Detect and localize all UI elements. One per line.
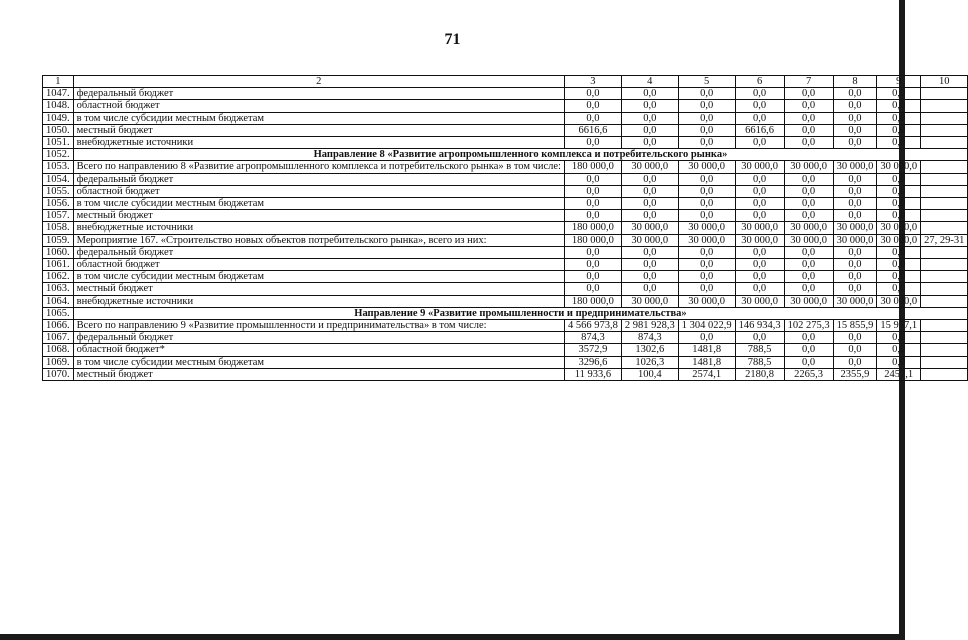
row-description: в том числе субсидии местным бюджетам	[73, 198, 564, 210]
value-cell: 0,0	[877, 283, 921, 295]
column-header: 2	[73, 76, 564, 88]
row-number: 1060.	[43, 246, 74, 258]
value-cell: 0,0	[678, 100, 735, 112]
note-cell	[921, 259, 968, 271]
value-cell: 0,0	[784, 332, 833, 344]
note-cell	[921, 368, 968, 380]
value-cell: 0,0	[735, 283, 784, 295]
value-cell: 0,0	[877, 112, 921, 124]
value-cell: 0,0	[784, 88, 833, 100]
table-row	[43, 234, 968, 246]
row-description: в том числе субсидии местным бюджетам	[73, 271, 564, 283]
note-cell	[921, 124, 968, 136]
value-cell: 2180,8	[735, 368, 784, 380]
table-row	[43, 356, 968, 368]
value-cell: 30 000,0	[784, 222, 833, 234]
value-cell: 2457,1	[877, 368, 921, 380]
value-cell: 30 000,0	[678, 161, 735, 173]
row-number: 1065.	[43, 307, 74, 319]
note-cell	[921, 210, 968, 222]
value-cell: 0,0	[621, 137, 678, 149]
column-header: 8	[833, 76, 877, 88]
value-cell: 0,0	[833, 124, 877, 136]
value-cell: 0,0	[784, 283, 833, 295]
value-cell: 100,4	[621, 368, 678, 380]
value-cell: 0,0	[621, 198, 678, 210]
table-row	[43, 124, 968, 136]
value-cell: 0,0	[784, 210, 833, 222]
scan-edge-bottom	[0, 634, 905, 640]
value-cell: 0,0	[877, 185, 921, 197]
value-cell: 0,0	[678, 88, 735, 100]
table-row	[43, 137, 968, 149]
note-cell: 27, 29-31	[921, 234, 968, 246]
table-row	[43, 210, 968, 222]
value-cell: 2355,9	[833, 368, 877, 380]
value-cell: 0,0	[621, 283, 678, 295]
value-cell: 0,0	[784, 198, 833, 210]
value-cell: 30 000,0	[678, 295, 735, 307]
row-number: 1054.	[43, 173, 74, 185]
value-cell: 0,0	[833, 173, 877, 185]
row-description: Всего по направлению 8 «Развитие агропромышленного комплекса и потребительского рынка» в том числе:	[73, 161, 564, 173]
row-number: 1056.	[43, 198, 74, 210]
row-description: областной бюджет	[73, 100, 564, 112]
value-cell: 0,0	[621, 259, 678, 271]
note-cell	[921, 320, 968, 332]
table-row	[43, 198, 968, 210]
value-cell: 0,0	[833, 332, 877, 344]
row-number: 1052.	[43, 149, 74, 161]
value-cell: 0,0	[877, 173, 921, 185]
note-cell	[921, 283, 968, 295]
value-cell: 0,0	[564, 198, 621, 210]
value-cell: 0,0	[735, 112, 784, 124]
value-cell: 1481,8	[678, 356, 735, 368]
row-number: 1062.	[43, 271, 74, 283]
value-cell: 2265,3	[784, 368, 833, 380]
value-cell: 0,0	[564, 210, 621, 222]
table-row	[43, 246, 968, 258]
value-cell: 0,0	[564, 112, 621, 124]
row-number: 1059.	[43, 234, 74, 246]
row-description: Мероприятие 167. «Строительство новых объектов потребительского рынка», всего из них:	[73, 234, 564, 246]
note-cell	[921, 185, 968, 197]
table-row	[43, 112, 968, 124]
value-cell: 0,0	[877, 124, 921, 136]
row-number: 1063.	[43, 283, 74, 295]
value-cell: 30 000,0	[621, 161, 678, 173]
value-cell: 0,0	[735, 271, 784, 283]
value-cell: 0,0	[735, 100, 784, 112]
row-number: 1069.	[43, 356, 74, 368]
value-cell: 0,0	[833, 88, 877, 100]
value-cell: 30 000,0	[784, 295, 833, 307]
value-cell: 6616,6	[564, 124, 621, 136]
value-cell: 0,0	[678, 210, 735, 222]
value-cell: 0,0	[621, 112, 678, 124]
table-row	[43, 332, 968, 344]
column-header: 4	[621, 76, 678, 88]
note-cell	[921, 198, 968, 210]
value-cell: 180 000,0	[564, 234, 621, 246]
table-row	[43, 88, 968, 100]
table-row	[43, 283, 968, 295]
row-description: в том числе субсидии местным бюджетам	[73, 356, 564, 368]
value-cell: 0,0	[877, 198, 921, 210]
value-cell: 0,0	[735, 210, 784, 222]
value-cell: 15 855,9	[833, 320, 877, 332]
note-cell	[921, 173, 968, 185]
note-cell	[921, 356, 968, 368]
row-description: областной бюджет*	[73, 344, 564, 356]
value-cell: 2 981 928,3	[621, 320, 678, 332]
row-description: федеральный бюджет	[73, 246, 564, 258]
value-cell: 30 000,0	[678, 234, 735, 246]
value-cell: 0,0	[564, 88, 621, 100]
value-cell: 30 000,0	[877, 234, 921, 246]
value-cell: 0,0	[735, 198, 784, 210]
row-description: в том числе субсидии местным бюджетам	[73, 112, 564, 124]
row-description: областной бюджет	[73, 259, 564, 271]
value-cell: 0,0	[877, 356, 921, 368]
value-cell: 30 000,0	[877, 161, 921, 173]
table-row	[43, 173, 968, 185]
row-number: 1053.	[43, 161, 74, 173]
value-cell: 0,0	[678, 185, 735, 197]
row-description: местный бюджет	[73, 283, 564, 295]
table-body	[43, 76, 968, 381]
value-cell: 0,0	[678, 283, 735, 295]
value-cell: 0,0	[621, 271, 678, 283]
value-cell: 0,0	[833, 198, 877, 210]
value-cell: 0,0	[564, 137, 621, 149]
value-cell: 146 934,3	[735, 320, 784, 332]
note-cell	[921, 112, 968, 124]
value-cell: 0,0	[621, 88, 678, 100]
row-number: 1066.	[43, 320, 74, 332]
value-cell: 30 000,0	[678, 222, 735, 234]
value-cell: 0,0	[678, 112, 735, 124]
value-cell: 0,0	[564, 100, 621, 112]
header-row	[43, 76, 968, 88]
row-number: 1050.	[43, 124, 74, 136]
value-cell: 2574,1	[678, 368, 735, 380]
value-cell: 0,0	[877, 259, 921, 271]
table-row	[43, 344, 968, 356]
value-cell: 874,3	[621, 332, 678, 344]
value-cell: 0,0	[833, 100, 877, 112]
value-cell: 0,0	[784, 344, 833, 356]
value-cell: 0,0	[784, 100, 833, 112]
value-cell: 3572,9	[564, 344, 621, 356]
value-cell: 30 000,0	[833, 161, 877, 173]
value-cell: 6616,6	[735, 124, 784, 136]
value-cell: 0,0	[678, 137, 735, 149]
value-cell: 180 000,0	[564, 161, 621, 173]
value-cell: 30 000,0	[877, 295, 921, 307]
note-cell	[921, 271, 968, 283]
value-cell: 0,0	[833, 283, 877, 295]
value-cell: 0,0	[784, 173, 833, 185]
table-row	[43, 185, 968, 197]
row-number: 1057.	[43, 210, 74, 222]
value-cell: 0,0	[678, 124, 735, 136]
value-cell: 30 000,0	[621, 295, 678, 307]
value-cell: 30 000,0	[833, 222, 877, 234]
value-cell: 0,0	[735, 259, 784, 271]
row-number: 1064.	[43, 295, 74, 307]
value-cell: 0,0	[678, 246, 735, 258]
row-number: 1068.	[43, 344, 74, 356]
value-cell: 30 000,0	[784, 161, 833, 173]
value-cell: 0,0	[784, 356, 833, 368]
value-cell: 0,0	[735, 173, 784, 185]
value-cell: 30 000,0	[735, 222, 784, 234]
table-row	[43, 271, 968, 283]
row-description: федеральный бюджет	[73, 332, 564, 344]
value-cell: 180 000,0	[564, 295, 621, 307]
value-cell: 0,0	[621, 246, 678, 258]
row-number: 1055.	[43, 185, 74, 197]
value-cell: 30 000,0	[735, 295, 784, 307]
value-cell: 0,0	[735, 137, 784, 149]
section-title: Направление 9 «Развитие промышленности и предпринимательства»	[73, 307, 968, 319]
table-row	[43, 295, 968, 307]
column-header: 5	[678, 76, 735, 88]
value-cell: 30 000,0	[621, 222, 678, 234]
row-description: областной бюджет	[73, 185, 564, 197]
value-cell: 0,0	[564, 271, 621, 283]
value-cell: 0,0	[621, 124, 678, 136]
value-cell: 0,0	[784, 271, 833, 283]
value-cell: 0,0	[735, 332, 784, 344]
row-number: 1049.	[43, 112, 74, 124]
section-row	[43, 307, 968, 319]
value-cell: 1026,3	[621, 356, 678, 368]
value-cell: 15 957,1	[877, 320, 921, 332]
note-cell	[921, 222, 968, 234]
note-cell	[921, 295, 968, 307]
value-cell: 788,5	[735, 344, 784, 356]
value-cell: 0,0	[833, 246, 877, 258]
value-cell: 0,0	[678, 332, 735, 344]
value-cell: 0,0	[877, 137, 921, 149]
note-cell	[921, 332, 968, 344]
value-cell: 0,0	[621, 210, 678, 222]
value-cell: 30 000,0	[833, 295, 877, 307]
column-header: 1	[43, 76, 74, 88]
column-header: 10	[921, 76, 968, 88]
value-cell: 0,0	[564, 185, 621, 197]
value-cell: 3296,6	[564, 356, 621, 368]
column-header: 7	[784, 76, 833, 88]
value-cell: 180 000,0	[564, 222, 621, 234]
table-row	[43, 259, 968, 271]
section-row	[43, 149, 968, 161]
row-number: 1047.	[43, 88, 74, 100]
value-cell: 0,0	[678, 271, 735, 283]
note-cell	[921, 137, 968, 149]
value-cell: 0,0	[621, 185, 678, 197]
value-cell: 102 275,3	[784, 320, 833, 332]
value-cell: 0,0	[621, 173, 678, 185]
value-cell: 0,0	[564, 259, 621, 271]
value-cell: 0,0	[833, 344, 877, 356]
column-header: 9	[877, 76, 921, 88]
value-cell: 30 000,0	[735, 234, 784, 246]
value-cell: 0,0	[784, 185, 833, 197]
value-cell: 0,0	[621, 100, 678, 112]
row-description: внебюджетные источники	[73, 295, 564, 307]
value-cell: 4 566 973,8	[564, 320, 621, 332]
value-cell: 0,0	[833, 356, 877, 368]
value-cell: 0,0	[877, 100, 921, 112]
value-cell: 0,0	[784, 246, 833, 258]
section-title: Направление 8 «Развитие агропромышленного комплекса и потребительского рынка»	[73, 149, 968, 161]
value-cell: 0,0	[678, 173, 735, 185]
note-cell	[921, 161, 968, 173]
value-cell: 0,0	[564, 246, 621, 258]
value-cell: 0,0	[833, 112, 877, 124]
note-cell	[921, 344, 968, 356]
value-cell: 0,0	[564, 283, 621, 295]
value-cell: 0,0	[735, 88, 784, 100]
value-cell: 0,0	[877, 210, 921, 222]
row-number: 1058.	[43, 222, 74, 234]
value-cell: 0,0	[678, 198, 735, 210]
row-number: 1061.	[43, 259, 74, 271]
row-number: 1067.	[43, 332, 74, 344]
value-cell: 11 933,6	[564, 368, 621, 380]
value-cell: 30 000,0	[877, 222, 921, 234]
row-description: Всего по направлению 9 «Развитие промышленности и предпринимательства» в том числе:	[73, 320, 564, 332]
value-cell: 0,0	[735, 185, 784, 197]
note-cell	[921, 246, 968, 258]
note-cell	[921, 100, 968, 112]
column-header: 3	[564, 76, 621, 88]
value-cell: 0,0	[833, 137, 877, 149]
value-cell: 0,0	[833, 210, 877, 222]
row-description: местный бюджет	[73, 124, 564, 136]
value-cell: 0,0	[784, 124, 833, 136]
value-cell: 0,0	[784, 112, 833, 124]
column-header: 6	[735, 76, 784, 88]
value-cell: 874,3	[564, 332, 621, 344]
value-cell: 0,0	[735, 246, 784, 258]
value-cell: 1481,8	[678, 344, 735, 356]
budget-table	[42, 75, 968, 381]
value-cell: 0,0	[784, 259, 833, 271]
row-description: федеральный бюджет	[73, 88, 564, 100]
row-description: местный бюджет	[73, 368, 564, 380]
value-cell: 0,0	[877, 88, 921, 100]
value-cell: 0,0	[877, 332, 921, 344]
row-description: внебюджетные источники	[73, 137, 564, 149]
row-number: 1048.	[43, 100, 74, 112]
value-cell: 0,0	[833, 271, 877, 283]
note-cell	[921, 88, 968, 100]
row-number: 1051.	[43, 137, 74, 149]
row-description: местный бюджет	[73, 210, 564, 222]
value-cell: 30 000,0	[784, 234, 833, 246]
value-cell: 0,0	[877, 271, 921, 283]
table-row	[43, 368, 968, 380]
table-row	[43, 161, 968, 173]
value-cell: 30 000,0	[735, 161, 784, 173]
value-cell: 0,0	[784, 137, 833, 149]
value-cell: 30 000,0	[833, 234, 877, 246]
row-description: федеральный бюджет	[73, 173, 564, 185]
value-cell: 0,0	[678, 259, 735, 271]
row-description: внебюджетные источники	[73, 222, 564, 234]
value-cell: 0,0	[564, 173, 621, 185]
table-row	[43, 222, 968, 234]
value-cell: 0,0	[877, 344, 921, 356]
table-row	[43, 100, 968, 112]
value-cell: 0,0	[833, 259, 877, 271]
value-cell: 0,0	[833, 185, 877, 197]
value-cell: 1 304 022,9	[678, 320, 735, 332]
value-cell: 788,5	[735, 356, 784, 368]
value-cell: 1302,6	[621, 344, 678, 356]
row-number: 1070.	[43, 368, 74, 380]
value-cell: 30 000,0	[621, 234, 678, 246]
value-cell: 0,0	[877, 246, 921, 258]
page-number: 71	[444, 31, 461, 48]
table-row	[43, 320, 968, 332]
